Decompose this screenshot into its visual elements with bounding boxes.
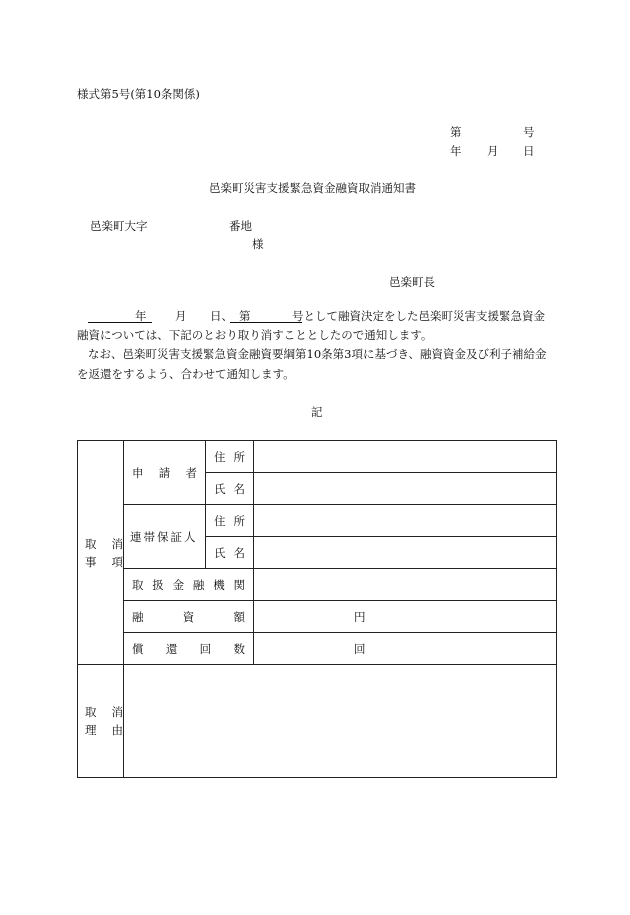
applicant-label: 申 請 者 <box>124 441 206 505</box>
sender: 邑楽町長 <box>389 275 435 289</box>
body-dai: 第 <box>239 309 251 323</box>
cancellation-table <box>77 440 557 778</box>
repay-value[interactable] <box>254 633 557 665</box>
guarantor-address-value[interactable] <box>254 505 557 537</box>
guarantor-name-value[interactable] <box>254 537 557 569</box>
date-month: 月 <box>487 144 499 158</box>
address-prefix: 邑楽町大字 <box>90 219 148 233</box>
repay-label: 償 還 回 数 <box>124 633 254 665</box>
applicant-address-label: 住 所 <box>206 441 254 473</box>
guarantor-label: 連帯保証人 <box>124 505 206 569</box>
torikeshi-jikou-label: 取 消 事 項 <box>78 441 124 665</box>
applicant-name-label: 氏 名 <box>206 473 254 505</box>
bank-label: 取 扱 金 融 機 関 <box>124 569 254 601</box>
ki-label: 記 <box>311 405 323 419</box>
body-line1-rest: 号として融資決定をした邑楽町災害支援緊急資金 <box>292 309 545 323</box>
body-tsuki: 月 <box>175 309 187 323</box>
body-nen: 年 <box>135 309 147 323</box>
address-banchi: 番地 <box>229 219 252 233</box>
form-number: 様式第5号(第10条関係) <box>77 87 200 101</box>
doc-number-go: 号 <box>523 125 535 139</box>
repay-unit: 回 <box>354 641 366 656</box>
document-title: 邑楽町災害支援緊急資金融資取消通知書 <box>209 181 416 195</box>
guarantor-name-label: 氏 名 <box>206 537 254 569</box>
amount-unit: 円 <box>354 609 366 624</box>
address-sama: 様 <box>252 237 264 251</box>
doc-number-dai: 第 <box>450 125 462 139</box>
reason-label: 取 消 理 由 <box>78 665 124 778</box>
applicant-address-value[interactable] <box>254 441 557 473</box>
amount-value[interactable] <box>254 601 557 633</box>
date-year: 年 <box>450 144 462 158</box>
amount-label: 融 資 額 <box>124 601 254 633</box>
guarantor-address-label: 住 所 <box>206 505 254 537</box>
date-day: 日 <box>523 144 535 158</box>
body-line4: を返還をするよう、合わせて通知します。 <box>77 367 295 381</box>
body-hi: 日、 <box>210 309 233 323</box>
applicant-name-value[interactable] <box>254 473 557 505</box>
body-line3: なお、邑楽町災害支援緊急資金融資要綱第10条第3項に基づき、融資資金及び利子補給金 <box>88 347 547 361</box>
body-line2: 融資については、下記のとおり取り消すこととしたので通知します。 <box>77 328 433 342</box>
reason-value[interactable] <box>124 665 557 778</box>
bank-value[interactable] <box>254 569 557 601</box>
